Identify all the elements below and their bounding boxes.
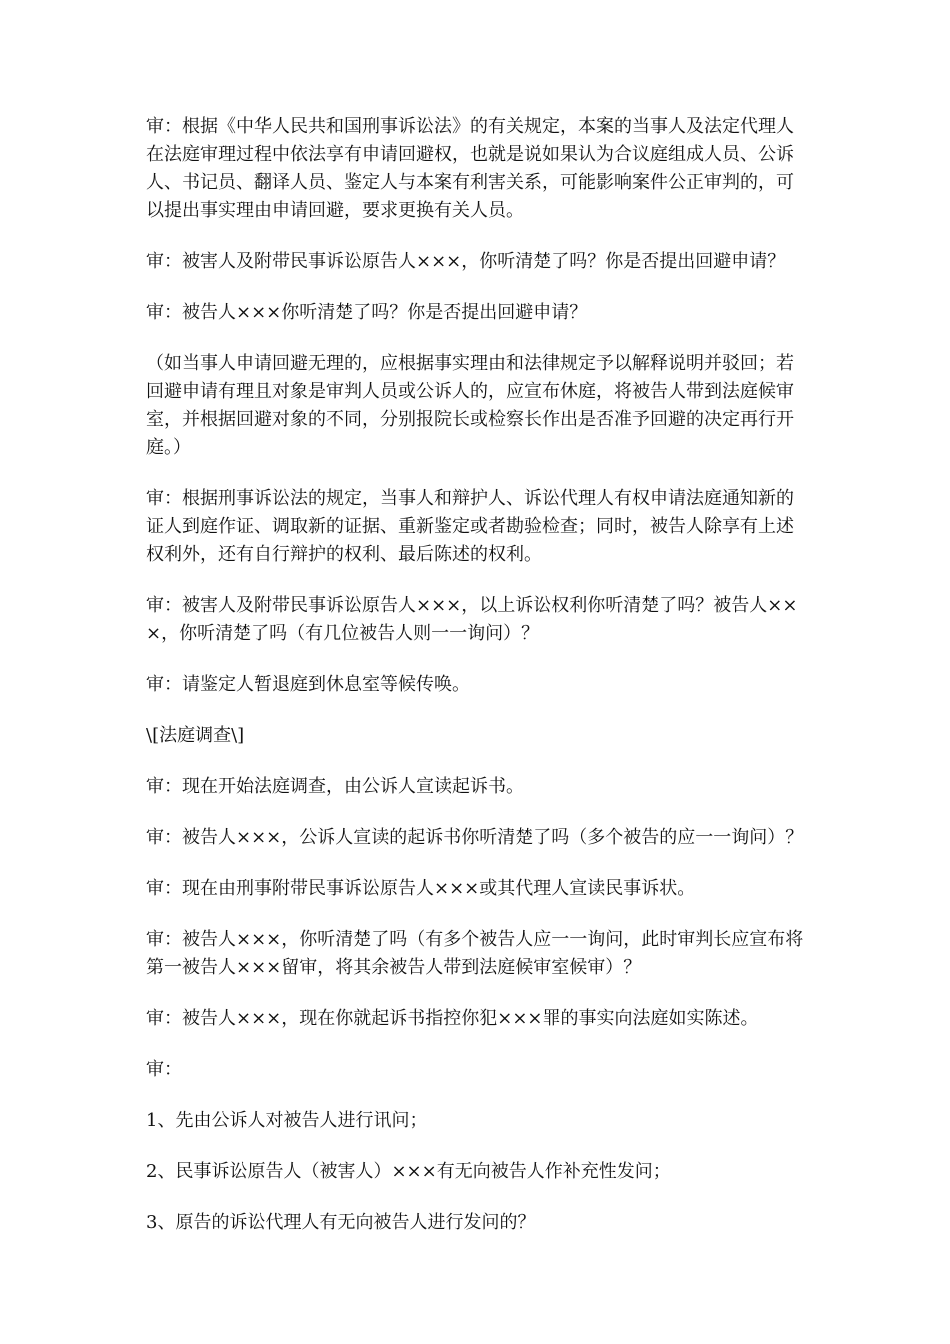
- document-body: [146, 113, 810, 1260]
- section-heading-court-investigation: \[法庭调查\]: [146, 725, 245, 746]
- list-item-agent-questioning: 3、原告的诉讼代理人有无向被告人进行发问的？: [146, 1212, 536, 1233]
- paragraph-start-investigation: 审：现在开始法庭调查，由公诉人宣读起诉书。: [146, 776, 524, 797]
- paragraph-recusal-handling-note: （如当事人申请回避无理的，应根据事实理由和法律规定予以解释说明并驳回；若回避申请有理且对象是审判人员或公诉人的，应宣布休庭，将被告人带到法庭候审室，并根据回避对象的不同，分别报院长或检察长作出是否准予回避的决定再行开庭。）: [146, 353, 794, 458]
- paragraph-confirm-indictment: 审：被告人×××，公诉人宣读的起诉书你听清楚了吗（多个被告的应一一询问）？: [146, 827, 804, 848]
- paragraph-confirm-rights: 审：被害人及附带民事诉讼原告人×××，以上诉讼权利你听清楚了吗？被告人×××，你听清楚了吗（有几位被告人则一一询问）？: [146, 595, 798, 644]
- paragraph-recusal-notice: 审：根据《中华人民共和国刑事诉讼法》的有关规定，本案的当事人及法定代理人在法庭审理过程中依法享有申请回避权，也就是说如果认为合议庭组成人员、公诉人、书记员、翻译人员、鉴定人与本案有利害关系，可能影响案件公正审判的，可以提出事实理由申请回避，要求更换有关人员。: [146, 116, 794, 221]
- paragraph-civil-complaint: 审：现在由刑事附带民事诉讼原告人×××或其代理人宣读民事诉状。: [146, 878, 696, 899]
- paragraph-defendant-statement: 审：被告人×××，现在你就起诉书指控你犯×××罪的事实向法庭如实陈述。: [146, 1008, 759, 1029]
- paragraph-rights-notice: 审：根据刑事诉讼法的规定，当事人和辩护人、诉讼代理人有权申请法庭通知新的证人到庭作证、调取新的证据、重新鉴定或者勘验检查；同时，被告人除享有上述权利外，还有自行辩护的权利、最后陈述的权利。: [146, 488, 794, 565]
- paragraph-appraiser-withdraw: 审：请鉴定人暂退庭到休息室等候传唤。: [146, 674, 470, 695]
- paragraph-confirm-complaint: 审：被告人×××，你听清楚了吗（有多个被告人应一一询问，此时审判长应宣布将第一被告人×××留审，将其余被告人带到法庭候审室候审）？: [146, 929, 804, 978]
- paragraph-ask-defendant-recusal: 审：被告人×××你听清楚了吗？你是否提出回避申请？: [146, 302, 588, 323]
- paragraph-judge-label: 审：: [146, 1059, 182, 1080]
- paragraph-ask-victim-recusal: 审：被害人及附带民事诉讼原告人×××，你听清楚了吗？你是否提出回避申请？: [146, 251, 786, 272]
- list-item-prosecutor-questioning: 1、先由公诉人对被告人进行讯问；: [146, 1110, 428, 1131]
- list-item-plaintiff-questioning: 2、民事诉讼原告人（被害人）×××有无向被告人作补充性发问；: [146, 1161, 671, 1182]
